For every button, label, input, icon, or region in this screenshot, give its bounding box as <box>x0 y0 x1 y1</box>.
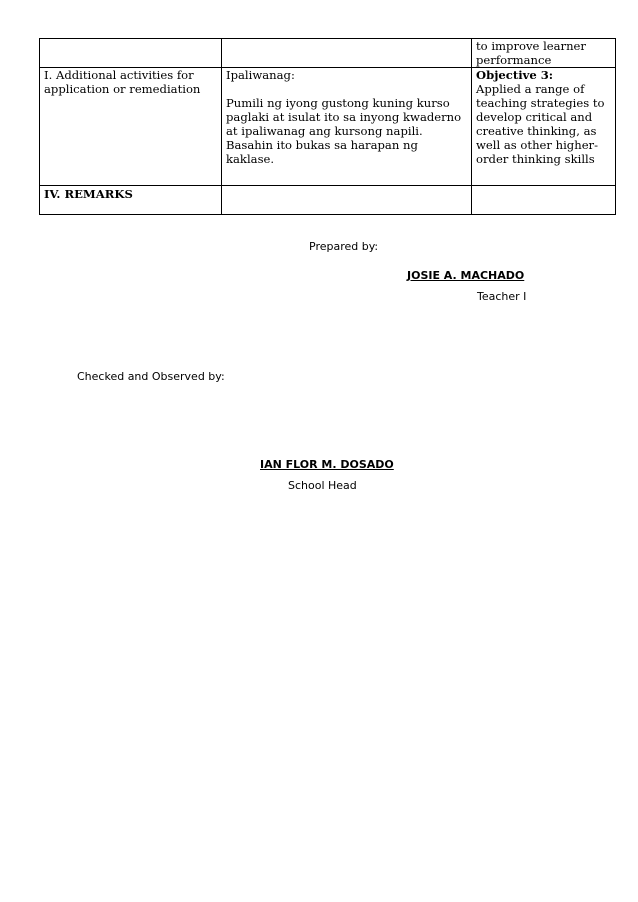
prepared-by-label: Prepared by: <box>309 240 379 253</box>
checked-by-label: Checked and Observed by: <box>77 370 225 383</box>
school-head-title: School Head <box>288 479 357 492</box>
objective-text: Applied a range of teaching strategies to develop critical and creative thinking, as well as other higher-order thinking skills <box>476 82 605 166</box>
teacher-title: Teacher I <box>477 290 527 303</box>
table-row <box>40 186 616 215</box>
table-cell <box>222 186 472 215</box>
activity-heading: Ipaliwanag: <box>226 68 295 82</box>
objective-continuation: to improve learner performance <box>472 39 616 68</box>
table-cell <box>472 186 616 215</box>
activity-cell <box>222 68 472 186</box>
activity-instruction: Pumili ng iyong gustong kuning kurso paglaki at isulat ito sa inyong kwaderno at ipaliwanag ang kursong napili. Basahin ito bukas sa harapan ng kaklase. <box>226 96 462 166</box>
table-cell <box>40 39 222 68</box>
additional-activities-label: I. Additional activities for application or remediation <box>40 68 222 186</box>
table-row <box>40 68 616 186</box>
objective-cell <box>472 68 616 186</box>
lesson-plan-table <box>39 38 616 215</box>
remarks-label: IV. REMARKS <box>40 186 222 215</box>
table-cell <box>222 39 472 68</box>
objective-title: Objective 3: <box>476 68 554 82</box>
school-head-name: IAN FLOR M. DOSADO <box>260 458 394 471</box>
teacher-name: JOSIE A. MACHADO <box>407 269 525 282</box>
table-row <box>40 39 616 68</box>
